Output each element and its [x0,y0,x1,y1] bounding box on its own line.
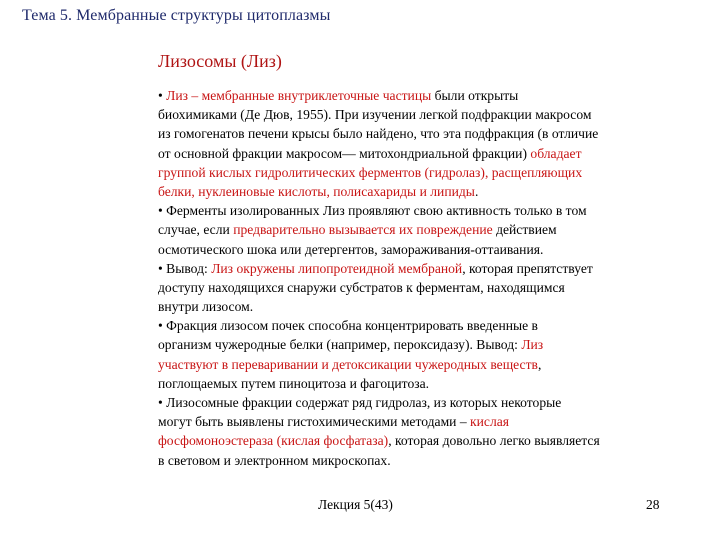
text-segment: осмотического шока или детергентов, замораживания-оттаивания. [158,241,544,257]
text-line [158,144,690,163]
highlighted-text: кислая [470,414,510,430]
text-line [158,355,690,374]
text-line [158,316,690,335]
highlighted-text: группой кислых гидролитических ферментов (гидролаз), расщепляющих [158,164,583,180]
section-heading: Лизосомы (Лиз) [158,51,282,71]
highlighted-text: фосфомоноэстераза (кислая фосфатаза) [158,433,389,449]
text-segment: внутри лизосом. [158,299,254,315]
text-segment: действием [492,222,557,238]
text-segment: , которая довольно легко выявляется [388,433,600,449]
highlighted-text: предварительно вызывается их повреждение [233,222,493,238]
text-segment: биохимиками (Де Дюв, 1955). При изучении легкой подфракции макросом [158,107,592,123]
highlighted-text: Лиз [521,337,544,353]
text-line [158,86,690,105]
text-line [158,220,690,239]
text-segment: , [537,356,542,372]
body-text [158,86,690,470]
text-line [158,431,690,450]
text-segment: • Фракция лизосом почек способна концентрировать введенные в [158,318,538,334]
text-line [158,374,690,393]
text-segment: могут быть выявлены гистохимическими методами – [158,414,471,430]
footer-lecture: Лекция 5(43) [318,497,393,512]
text-line [158,105,690,124]
text-segment: из гомогенатов печени крысы было найдено, что эта подфракция (в отличие [158,126,599,142]
text-line [158,259,690,278]
highlighted-text: участвуют в переваривании и детоксикации чужеродных веществ [158,356,538,372]
text-segment: поглощаемых путем пиноцитоза и фагоцитоза. [158,375,430,391]
text-line [158,240,690,259]
page-number: 28 [646,497,660,512]
text-segment: • Вывод: [158,260,212,276]
text-line [158,335,690,354]
text-line [158,163,690,182]
text-line [158,278,690,297]
highlighted-text: Лиз окружены липопротеидной мембраной [211,260,463,276]
text-line [158,124,690,143]
text-segment: случае, если [158,222,234,238]
text-segment: доступу находящихся снаружи субстратов к ферментам, находящимся [158,279,565,295]
text-segment: от основной фракции макросом— митохондриальной фракции) [158,145,531,161]
text-segment: • [158,88,167,103]
text-segment: были открыты [431,88,519,103]
highlighted-text: обладает [530,145,582,161]
text-line [158,297,690,316]
text-segment: . [474,183,479,199]
text-segment: в световом и электронном микроскопах. [158,452,391,468]
text-segment: , которая препятствует [462,260,593,276]
text-segment: организм чужеродные белки (например, пероксидазу). Вывод: [158,337,522,353]
text-line [158,393,690,412]
text-line [158,412,690,431]
slide-title: Тема 5. Мембранные структуры цитоплазмы [22,7,331,24]
text-segment: • Ферменты изолированных Лиз проявляют свою активность только в том [158,203,587,219]
text-line [158,201,690,220]
text-segment: • Лизосомные фракции содержат ряд гидролаз, из которых некоторые [158,395,562,410]
highlighted-text: белки, нуклеиновые кислоты, полисахариды и липиды [158,183,475,199]
highlighted-text: Лиз – мембранные внутриклеточные частицы [166,88,432,103]
text-line [158,451,690,470]
text-line [158,182,690,201]
